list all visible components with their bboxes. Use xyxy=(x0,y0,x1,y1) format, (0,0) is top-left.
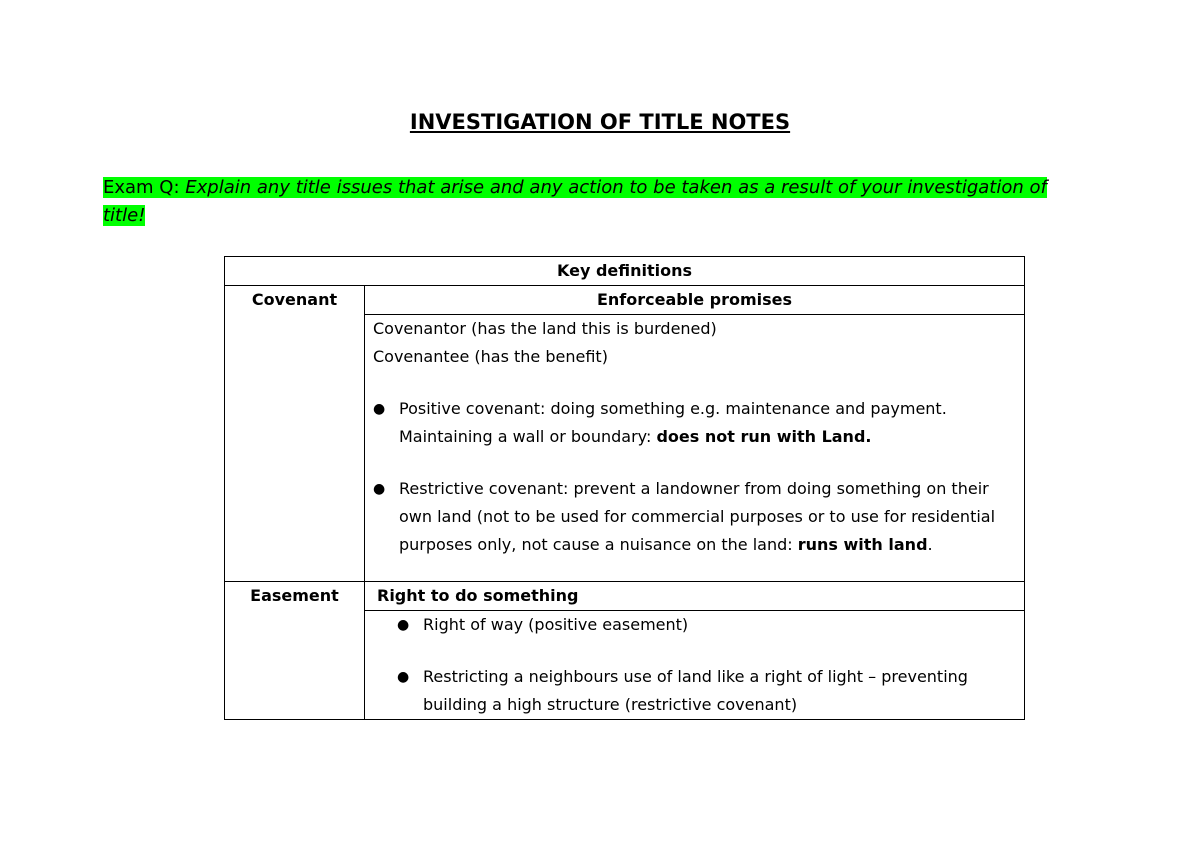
covenant-title-row xyxy=(225,286,1025,315)
right-of-way-text: Right of way (positive easement) xyxy=(423,615,689,634)
restrictive-covenant-text: Restrictive covenant: prevent a landowner from doing something on their own land (not to be used for commercial purposes or to use for residential purposes only, not cause a nuisance on the land: xyxy=(399,479,996,554)
list-item xyxy=(397,611,1012,639)
right-of-light-text: Restricting a neighbours use of land like a right of light – preventing building a high structure (restrictive covenant) xyxy=(423,667,968,714)
document-title: INVESTIGATION OF TITLE NOTES xyxy=(409,110,791,134)
covenant-types-list xyxy=(373,395,1012,559)
bullet-icon: ● xyxy=(397,669,410,685)
exam-question-label: Exam Q: xyxy=(103,177,186,198)
positive-covenant-text: Positive covenant: doing something e.g. maintenance and payment. Maintaining a wall or boundary: xyxy=(399,399,947,446)
bullet-icon: ● xyxy=(373,481,386,497)
covenantee-line: Covenantee (has the benefit) xyxy=(373,347,608,366)
list-item xyxy=(373,475,1012,559)
easement-types-list xyxy=(397,611,1012,719)
covenant-body xyxy=(365,315,1025,582)
restrictive-covenant-end: . xyxy=(927,535,933,554)
list-item xyxy=(373,395,1012,451)
covenant-term: Covenant xyxy=(225,286,365,582)
exam-question xyxy=(103,174,1063,230)
covenant-definition: Enforceable promises xyxy=(365,286,1025,315)
easement-body xyxy=(365,611,1025,720)
easement-definition: Right to do something xyxy=(365,582,1025,611)
exam-question-highlight xyxy=(103,177,1047,226)
exam-question-text: Explain any title issues that arise and any action to be taken as a result of your investigation of title! xyxy=(103,177,1047,226)
positive-covenant-emphasis: does not run with Land. xyxy=(656,427,872,446)
bullet-icon: ● xyxy=(397,617,410,633)
restrictive-covenant-emphasis: runs with land xyxy=(797,535,928,554)
key-definitions-table xyxy=(224,256,1025,720)
table-header: Key definitions xyxy=(225,257,1025,286)
covenantor-line: Covenantor (has the land this is burdened) xyxy=(373,319,717,338)
list-item xyxy=(397,663,1012,719)
bullet-icon: ● xyxy=(373,401,386,417)
easement-title-row xyxy=(225,582,1025,611)
table-header-row xyxy=(225,257,1025,286)
easement-term: Easement xyxy=(225,582,365,720)
